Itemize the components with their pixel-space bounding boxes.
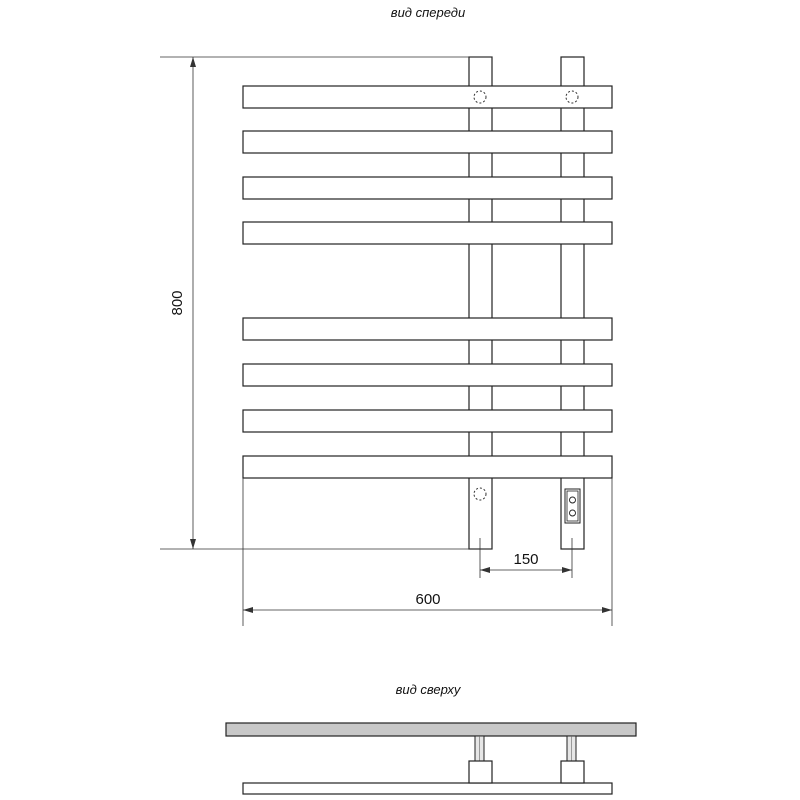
power-switch-icon — [565, 489, 580, 523]
top-plate — [226, 723, 636, 736]
rail-5 — [243, 318, 612, 340]
pipe-spacing-dimension — [480, 538, 572, 578]
rail-3 — [243, 177, 612, 199]
top-view — [226, 723, 636, 794]
rail-8 — [243, 456, 612, 478]
top-view-title: вид сверху — [395, 682, 461, 697]
pipe-spacing-label: 150 — [513, 551, 539, 568]
right-bracket — [561, 736, 584, 783]
height-dimension-label: 800 — [169, 290, 186, 316]
front-view — [160, 57, 612, 626]
bottom-rail — [243, 783, 612, 794]
left-bracket — [469, 736, 492, 783]
rail-4 — [243, 222, 612, 244]
front-view-title: вид спереди — [390, 5, 466, 20]
width-dimension-label: 600 — [415, 591, 441, 608]
width-dimension — [243, 478, 612, 626]
rail-7 — [243, 410, 612, 432]
rail-1 — [243, 86, 612, 108]
rail-6 — [243, 364, 612, 386]
rail-2 — [243, 131, 612, 153]
